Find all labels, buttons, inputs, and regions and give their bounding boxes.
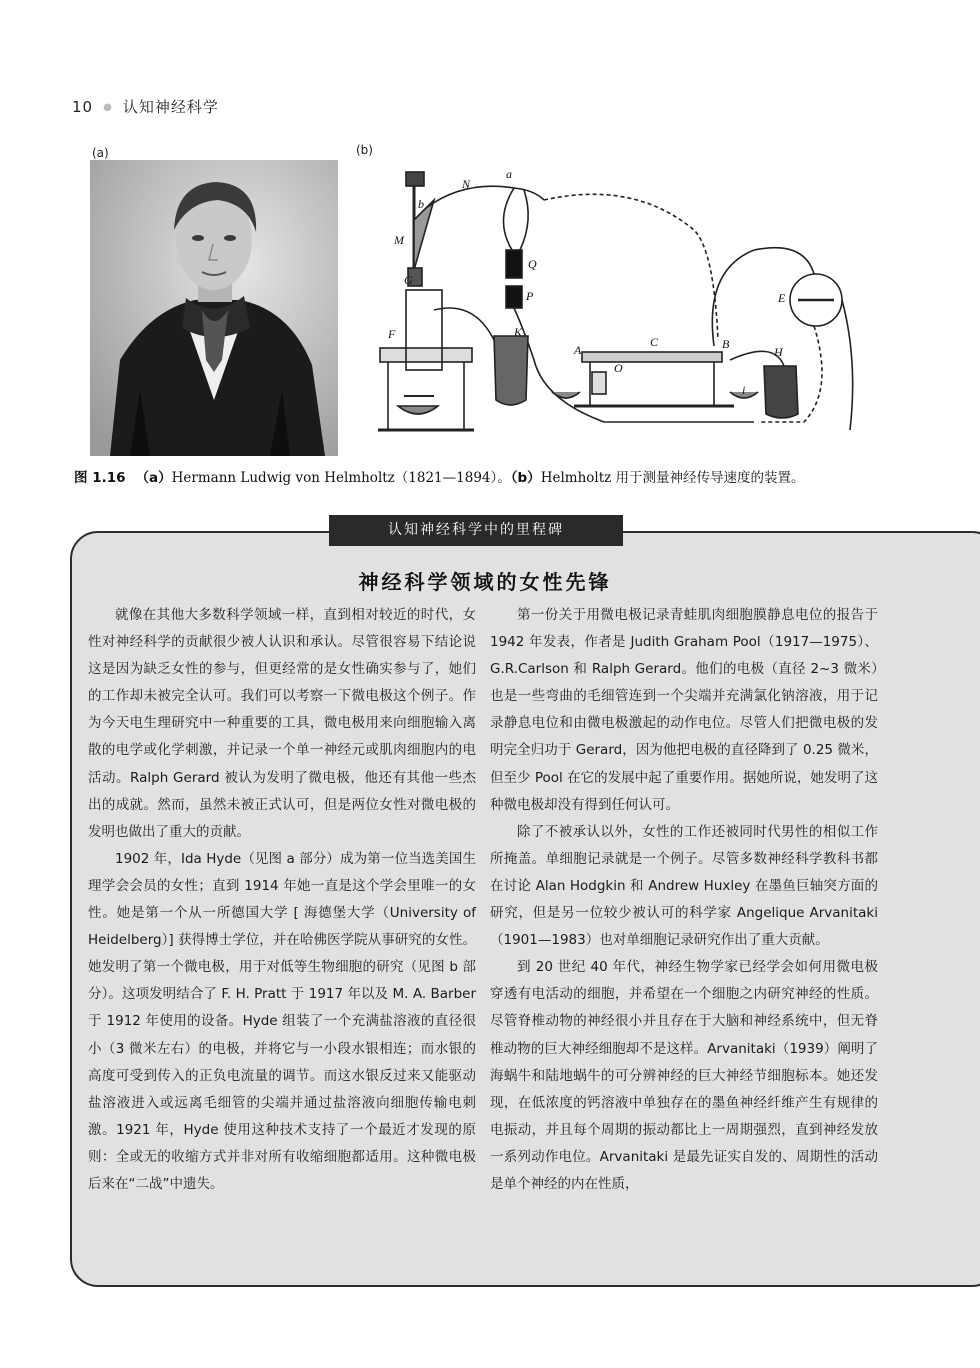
figure-number: 图 1.16 — [74, 470, 126, 486]
conduction-apparatus-diagram — [374, 160, 870, 456]
paragraph: 1902 年，Ida Hyde（见图 a 部分）成为第一位当选美国生理学会会员的女性；直到 1914 年她一直是这个学会里唯一的女性。她是第一个从一所德国大学 [ 海德堡大学（University of Heidelberg）] 获得博士学位，并在哈佛医学院从事研究的女性。她发明了第一个微电极，用于对低等生物细胞的研究（见图 b 部分）。这项发明结合了 F. H. Pratt 于 1917 年以及 M. A. Barber 于 1912 年使用的设备。Hyde 组装了一个充满盐溶液的直径很小（3 微米左右）的电极，并将它与一小段水银相连；而水银的高度可受到传入的正负电流量的调节。而这水银反过来又能驱动盐溶液进入或远离毛细管的尖端并通过盐溶液向细胞传输电刺激。1921 年，Hyde 使用这种技术支持了一个最近才发现的原则：全或无的收缩方式并非对所有收缩细胞都适用。这种微电极后来在“二战”中遗失。 — [88, 850, 476, 1192]
apparatus-label-h: H — [774, 345, 783, 359]
apparatus-label-g: G — [404, 273, 413, 287]
panel-a-label: (a) — [92, 146, 109, 160]
caption-a-tag: （a） — [135, 470, 172, 486]
book-title: 认知神经科学 — [122, 98, 219, 116]
apparatus-label-p: P — [526, 289, 534, 303]
caption-a-text: Hermann Ludwig von Helmholtz（1821—1894）。 — [171, 470, 511, 486]
right-column — [490, 602, 878, 1198]
caption-b-text: Helmholtz 用于测量神经传导速度的装置。 — [540, 470, 805, 486]
panel-b-label: (b) — [356, 143, 373, 157]
caption-b-tag: （b） — [510, 470, 541, 486]
apparatus-label-k: K — [514, 325, 523, 339]
page-number: 10 — [72, 98, 94, 116]
apparatus-label-n: N — [462, 177, 471, 191]
figure-caption — [74, 466, 934, 486]
apparatus-label-c: C — [650, 335, 659, 349]
apparatus-label-b: b — [418, 197, 424, 211]
milestone-box-title: 神经科学领域的女性先锋 — [358, 570, 612, 594]
left-column — [88, 602, 476, 1198]
apparatus-label-a-capital: A — [574, 343, 582, 357]
apparatus-label-i: i — [742, 383, 746, 397]
paragraph: 第一份关于用微电极记录青蛙肌肉细胞膜静息电位的报告于 1942 年发表，作者是 Judith Graham Pool（1917—1975）、G.R.Carlson 和 Ralph Gerard。他们的电极（直径 2~3 微米）也是一些弯曲的毛细管连到一个尖端并充满氯化钠溶液，用于记录静息电位和由微电极激起的动作电位。尽管人们把微电极的发明完全归功于 Gerard，因为他把电极的直径降到了 0.25 微米，但至少 Pool 在它的发展中起了重要作用。据她所说，她发明了这种微电极却没有得到任何认可。 — [490, 607, 878, 813]
apparatus-label-f: F — [388, 327, 396, 341]
running-head — [72, 96, 219, 117]
milestone-box-tag: 认知神经科学中的里程碑 — [329, 515, 623, 546]
paragraph: 到 20 世纪 40 年代，神经生物学家已经学会如何用微电极穿透有电活动的细胞，并希望在一个细胞之内研究神经的性质。尽管脊椎动物的神经很小并且存在于大脑和神经系统中，但无脊椎动物的巨大神经细胞却不是这样。Arvanitaki（1939）阐明了海蜗牛和陆地蜗牛的可分辨神经的巨大神经节细胞标本。她还发现，在低浓度的钙溶液中单独存在的墨鱼神经纤维产生有规律的电振动，并且每个周期的振动都比上一周期强烈，直到神经发放一系列动作电位。Arvanitaki 是最先证实自发的、周期性的活动是单个神经的内在性质， — [490, 959, 878, 1192]
paragraph: 就像在其他大多数科学领域一样，直到相对较近的时代，女性对神经科学的贡献很少被人认识和承认。尽管很容易下结论说这是因为缺乏女性的参与，但更经常的是女性确实参与了，她们的工作却未被完全认可。我们可以考察一下微电极这个例子。作为今天电生理研究中一种重要的工具，微电极用来向细胞输入离散的电学或化学刺激，并记录一个单一神经元或肌肉细胞内的电活动。Ralph Gerard 被认为发明了微电极，他还有其他一些杰出的成就。然而，虽然未被正式认可，但是两位女性对微电极的发明也做出了重大的贡献。 — [88, 607, 476, 840]
paragraph: 除了不被承认以外，女性的工作还被同时代男性的相似工作所掩盖。单细胞记录就是一个例子。尽管多数神经科学教科书都在讨论 Alan Hodgkin 和 Andrew Huxley 在墨鱼巨轴突方面的研究，但是另一位较少被认可的科学家 Angelique Arvanitaki（1901—1983）也对单细胞记录研究作出了重大贡献。 — [490, 823, 878, 949]
helmholtz-portrait — [90, 160, 338, 456]
apparatus-label-m: M — [394, 233, 404, 247]
apparatus-label-b-capital: B — [722, 337, 730, 351]
apparatus-label-a: a — [506, 167, 512, 181]
apparatus-label-e: E — [778, 291, 786, 305]
apparatus-label-q: Q — [528, 257, 537, 271]
apparatus-label-o: O — [614, 361, 623, 375]
separator-dot: ● — [103, 102, 113, 113]
